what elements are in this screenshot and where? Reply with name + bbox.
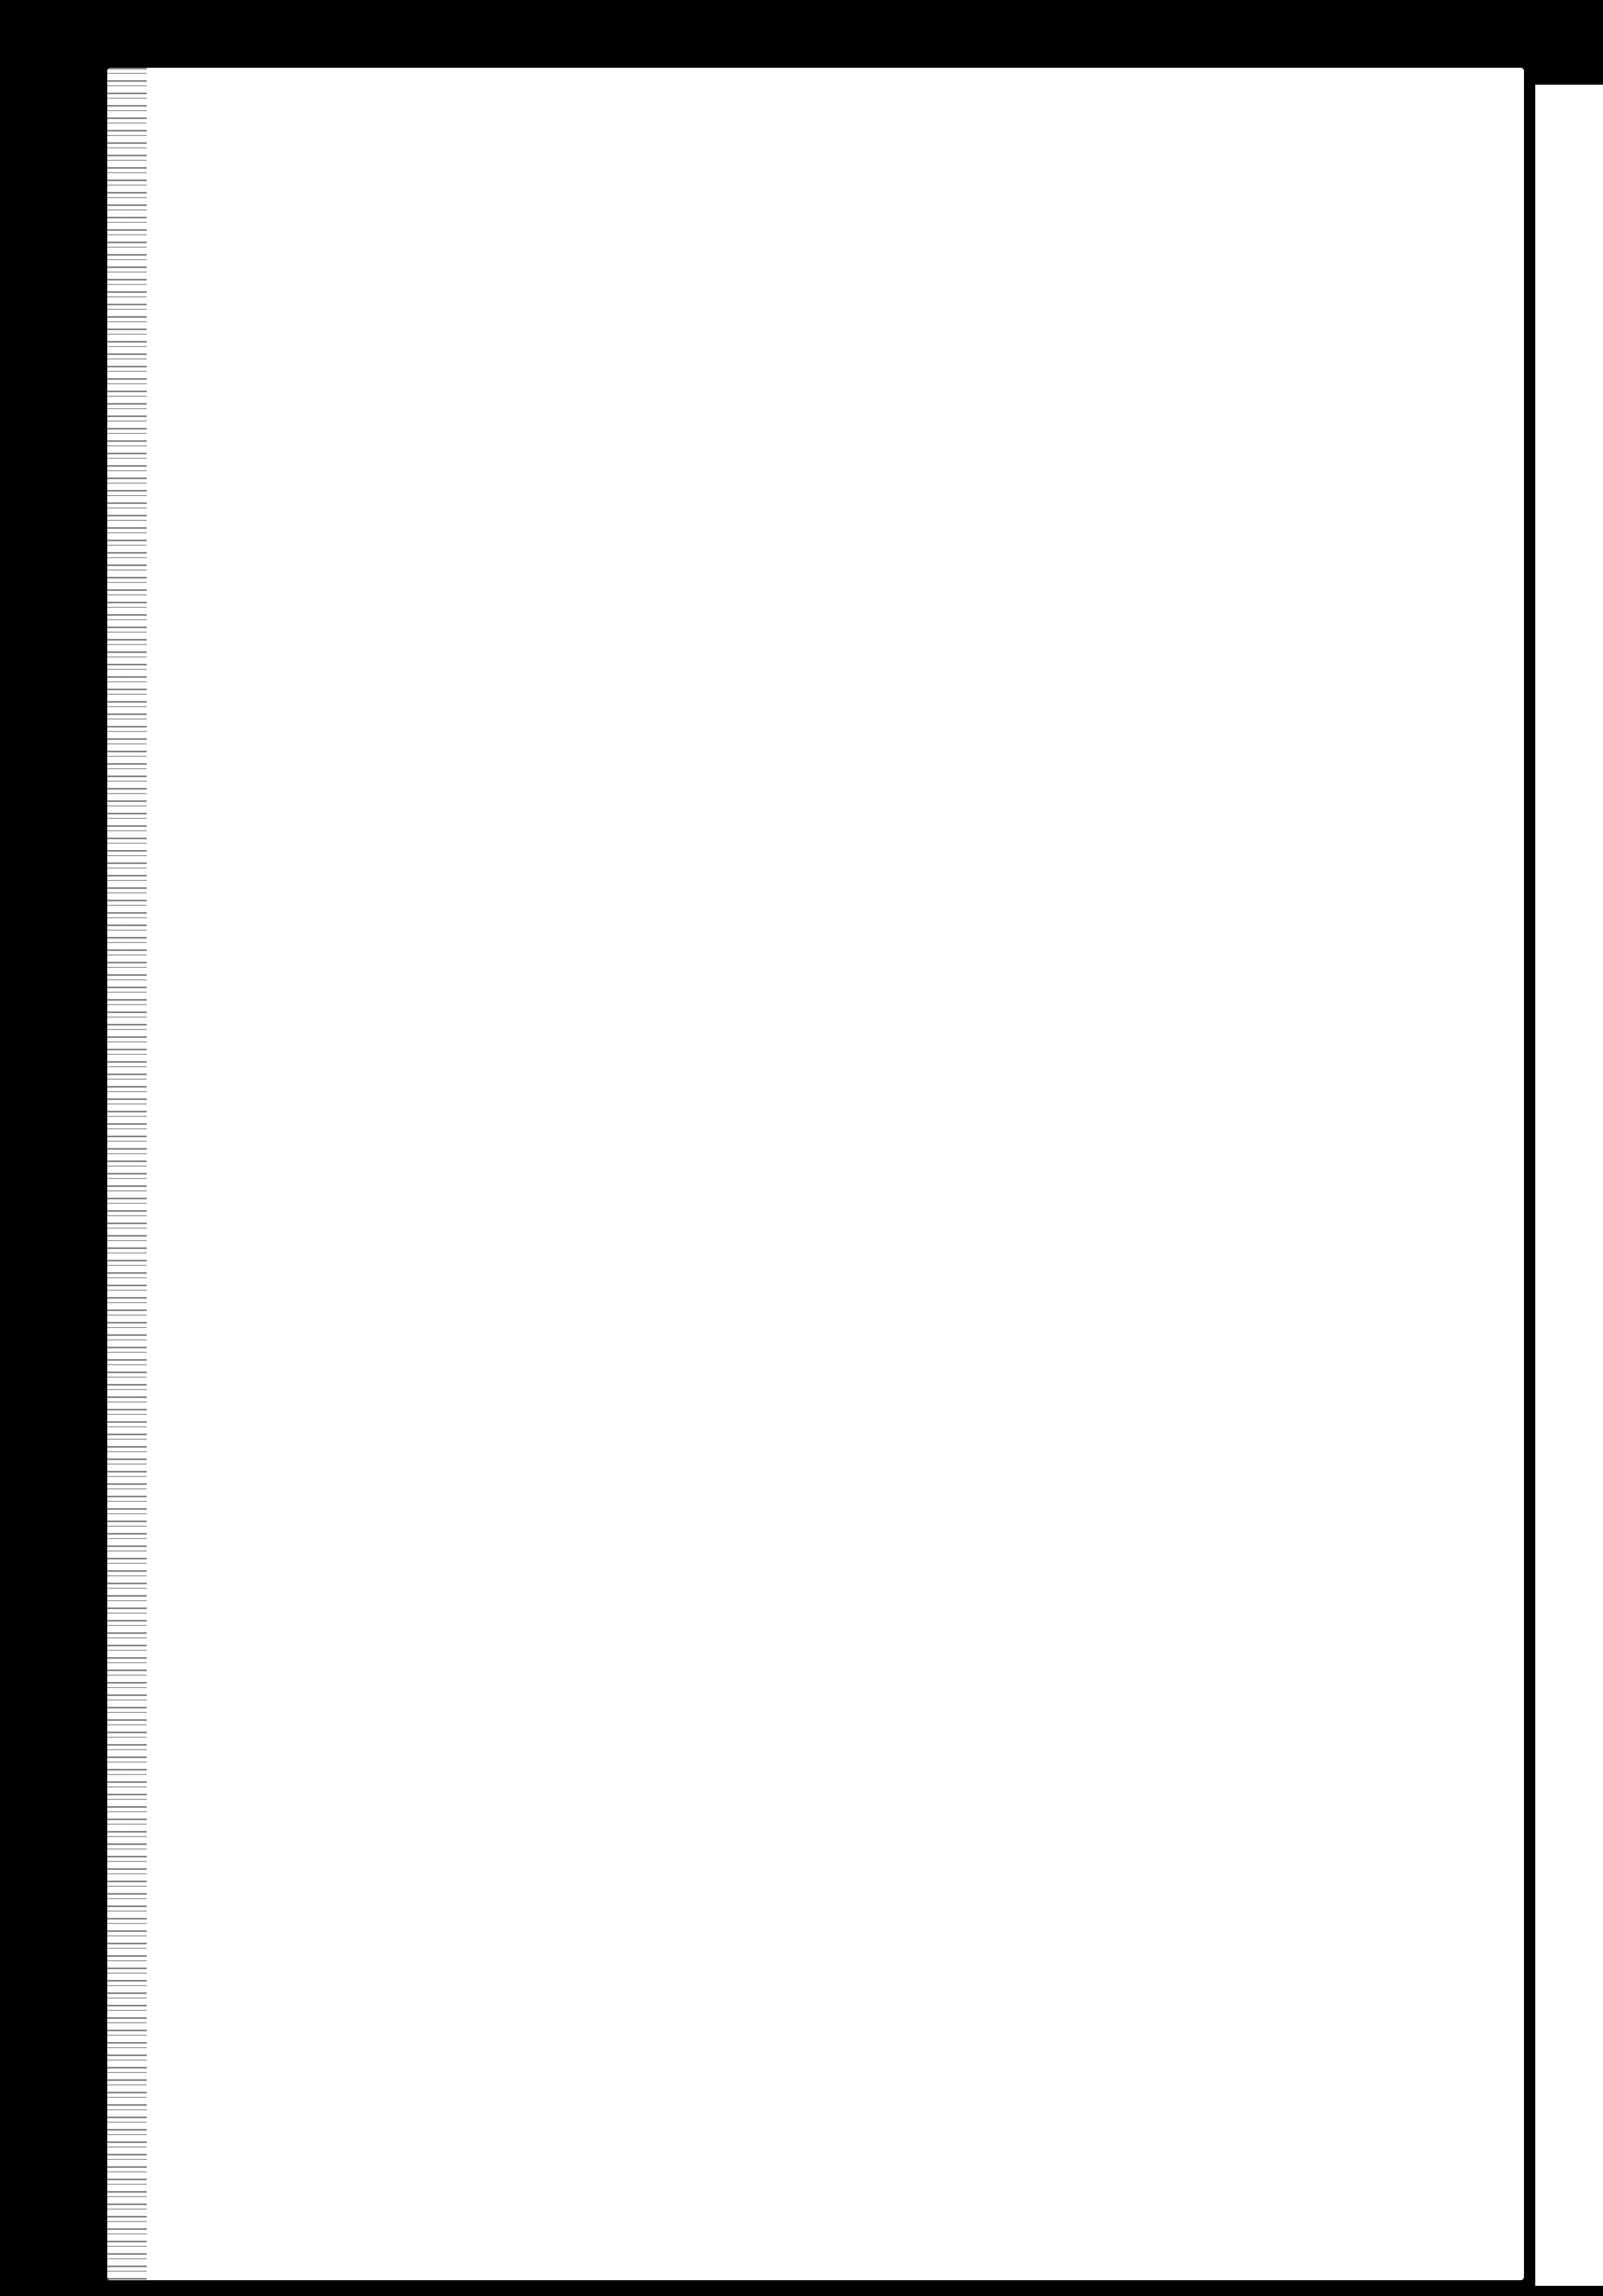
facing-page-fragment [1535,85,1603,2286]
page-gutter-edge [107,68,147,2280]
book-page [107,68,1524,2280]
